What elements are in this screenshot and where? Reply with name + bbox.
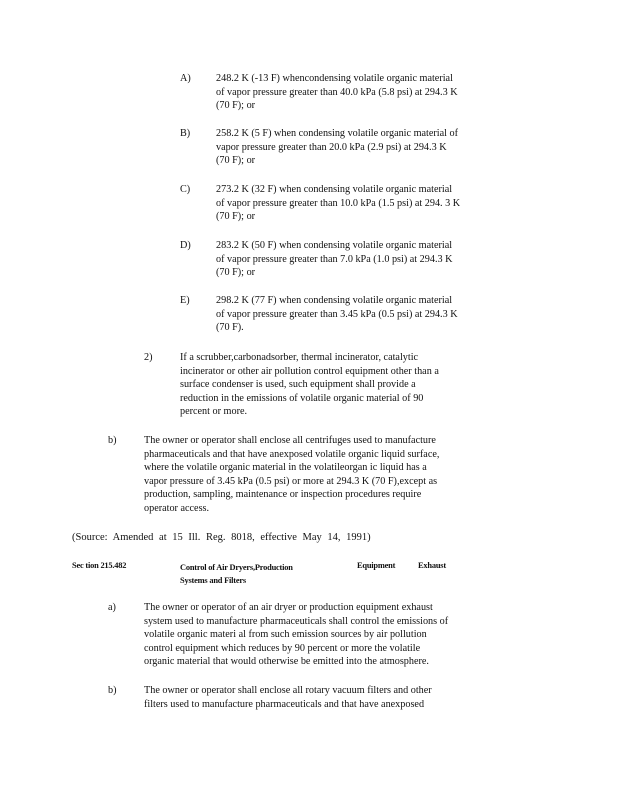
text-line: (70 F); or (216, 211, 256, 223)
item-text (144, 684, 494, 711)
text-line: vapor pressure of 3.45 kPa (0.5 psi) or more at 294.3 K (70 F),except as (144, 475, 438, 487)
text-line: system used to manufacture pharmaceuticals shall control the emissions of (144, 615, 449, 627)
item-label: 2) (144, 352, 153, 363)
text-line: of vapor pressure greater than 40.0 kPa (5.8 psi) at 294.3 K (216, 86, 458, 98)
section-title (180, 561, 293, 587)
text-line: (70 F); or (216, 155, 256, 167)
text-line: where the volatile organic material in the volatileorgan ic liquid has a (144, 462, 427, 474)
section-number: Sec tion 215.482 (72, 561, 127, 570)
item-text (180, 351, 490, 419)
item-label: a) (108, 602, 116, 613)
text-line: The owner or operator shall enclose all rotary vacuum filters and other (144, 685, 432, 696)
text-line: control equipment which reduces by 90 percent or more the volatile (144, 642, 421, 654)
text-line: volatile organic materi al from such emission sources by air pollution (144, 629, 427, 641)
item-text (216, 72, 506, 113)
text-line: filters used to manufacture pharmaceuticals and that have anexposed (144, 698, 425, 710)
section-title-line: Systems and Filters (180, 576, 246, 585)
item-label: D) (180, 240, 191, 251)
text-line: of vapor pressure greater than 3.45 kPa (0.5 psi) at 294.3 K (216, 308, 458, 320)
text-line: incinerator or other air pollution control equipment other than a (180, 365, 439, 377)
text-line: The owner or operator shall enclose all centrifuges used to manufacture (144, 435, 436, 446)
item-label: A) (180, 73, 191, 84)
item-text (216, 183, 506, 224)
section-title-line: Control of Air Dryers,Production (180, 563, 293, 572)
item-text (144, 601, 509, 669)
item-label: b) (108, 685, 117, 696)
item-text (216, 127, 506, 168)
item-label: B) (180, 128, 191, 139)
text-line: 248.2 K (-13 F) whencondensing volatile organic material (216, 73, 453, 84)
text-line: vapor pressure greater than 20.0 kPa (2.9 psi) at 294.3 K (216, 141, 447, 153)
text-line: of vapor pressure greater than 10.0 kPa (1.5 psi) at 294. 3 K (216, 197, 461, 209)
text-line: operator access. (144, 502, 210, 514)
text-line: If a scrubber,carbonadsorber, thermal incinerator, catalytic (180, 352, 419, 363)
text-line: surface condenser is used, such equipment shall provide a (180, 379, 416, 391)
section-title-equipment: Equipment (357, 561, 396, 570)
text-line: of vapor pressure greater than 7.0 kPa (1.0 psi) at 294.3 K (216, 253, 453, 265)
text-line: 273.2 K (32 F) when condensing volatile organic material (216, 184, 453, 195)
text-line: percent or more. (180, 406, 248, 418)
section-title-exhaust: Exhaust (418, 561, 446, 570)
text-line: reduction in the emissions of volatile organic material of 90 (180, 392, 424, 404)
item-text (144, 434, 494, 516)
item-label: E) (180, 295, 190, 306)
item-text (216, 239, 506, 280)
text-line: (70 F); or (216, 100, 256, 112)
text-line: 283.2 K (50 F) when condensing volatile organic material (216, 240, 453, 251)
item-label: C) (180, 184, 191, 195)
text-line: (70 F); or (216, 267, 256, 279)
source-note: (Source: Amended at 15 Ill. Reg. 8018, effective May 14, 1991) (72, 532, 371, 543)
text-line: production, sampling, maintenance or inspection procedures require (144, 489, 422, 501)
item-label: b) (108, 435, 117, 446)
text-line: pharmaceuticals and that have anexposed volatile organic liquid surface, (144, 448, 440, 460)
text-line: 258.2 K (5 F) when condensing volatile organic material of (216, 128, 458, 139)
item-text (216, 294, 506, 335)
text-line: organic material that would otherwise be emitted into the atmosphere. (144, 656, 429, 668)
text-line: 298.2 K (77 F) when condensing volatile organic material (216, 295, 453, 306)
text-line: The owner or operator of an air dryer or production equipment exhaust (144, 602, 433, 613)
text-line: (70 F). (216, 322, 244, 334)
